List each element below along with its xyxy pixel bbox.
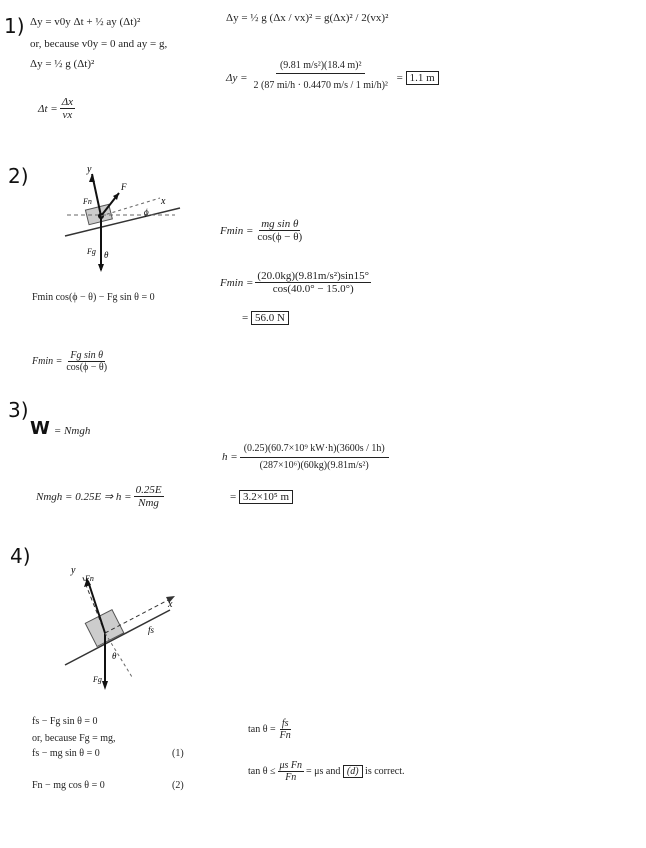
problem-2-marker: 2) (8, 164, 29, 188)
p4-equation-2-number: (2) (172, 780, 184, 791)
p2-result: = 56.0 N (242, 312, 289, 324)
p4-normal-force-label: Fn (85, 574, 94, 583)
p3-work-equation: W = Nmgh (30, 418, 91, 439)
p1-numeric-equation: Δy = $\frac{\text{(9.81 m/s²)(18.4 m)²}}{\text{2 (87 mi/h · 0.4470 m/s / 1 mi/h)²}}$ = 1.1 m (226, 58, 439, 97)
p4-equation-1-number: (1) (172, 748, 184, 759)
p4-tan-equation: tan θ = $\frac{fs}{Fn}$ (248, 718, 291, 741)
p2-fmin-symbolic: Fmin = $\frac{\text{mg sin θ}}{\cos(\phi - \theta)}$ (220, 218, 303, 243)
p3-height-numeric: h = $\frac{\text{(0.25)(60.7×10⁹ kW·h)(3600s / 1h)}}{\text{(287×10⁶)(60kg)(9.81m/s²)}}$ (222, 440, 391, 473)
problem-3-marker: 3) (8, 398, 29, 422)
p4-because-text: or, because Fg = mg, (32, 733, 116, 744)
p1-kinematics-equation: Δy = v0y Δt + ½ ay (Δt)² (30, 16, 141, 28)
p4-incline-force-diagram (60, 565, 190, 695)
p4-y-axis-label: y (71, 565, 76, 576)
p4-equation-1: fs − mg sin θ = 0 (32, 748, 100, 759)
p4-gravity-force-label: Fg (93, 675, 102, 684)
problem-1-marker: 1) (4, 14, 25, 38)
p2-y-axis-label: y (87, 164, 92, 175)
p2-normal-force-label: Fn (83, 197, 92, 206)
p1-dt-equation: Δt = $\frac{\Delta x}{vx}$ (38, 96, 74, 121)
p2-balance-equation: Fmin cos(ϕ − θ) − Fg sin θ = 0 (32, 292, 155, 303)
p4-theta-label: θ (112, 651, 117, 661)
p4-friction-balance: fs − Fg sin θ = 0 (32, 716, 98, 727)
p2-x-axis-label: x (161, 196, 166, 207)
p4-conclusion: tan θ ≤ $\frac{\text{μs Fn}}{Fn}$ = μs and (d) is correct. (248, 760, 405, 783)
p2-phi-label: ϕ (144, 207, 149, 217)
p2-incline-force-diagram (55, 160, 190, 280)
p3-result-box: 3.2×10⁵ m (239, 490, 293, 504)
p4-answer-box: (d) (343, 765, 363, 778)
p2-gravity-force-label: Fg (87, 247, 96, 256)
p4-equation-2: Fn − mg cos θ = 0 (32, 780, 105, 791)
p4-friction-label: fs (148, 625, 155, 635)
p3-result: = 3.2×10⁵ m (230, 491, 293, 503)
p2-fmin-formula: Fmin = $\frac{\text{Fg sin θ}}{\cos(\phi - \theta)}$ (32, 350, 108, 373)
problem-4-marker: 4) (10, 544, 31, 568)
p3-height-relation: Nmgh = 0.25E ⇒ h = $\frac{0.25E}{\text{Nmg}}$ (36, 484, 162, 509)
p4-x-axis-label: x (168, 599, 173, 610)
p1-dy-equation: Δy = ½ g (Δt)² (30, 58, 95, 70)
p1-because-text: or, because v0y = 0 and ay = g, (30, 38, 168, 50)
p1-dy-substitution: Δy = ½ g (Δx / vx)² = g(Δx)² / 2(vx)² (226, 12, 389, 24)
p2-fmin-numeric: Fmin = $\frac{\text{(20.0kg)(9.81m/s²)sin15°}}{\cos(40.0^\circ - 15.0^\circ)}$ (220, 270, 369, 295)
p2-theta-label: θ (104, 250, 109, 260)
p2-force-label: F (121, 182, 127, 192)
p1-result-box: 1.1 m (406, 71, 439, 85)
p2-result-box: 56.0 N (251, 311, 289, 325)
